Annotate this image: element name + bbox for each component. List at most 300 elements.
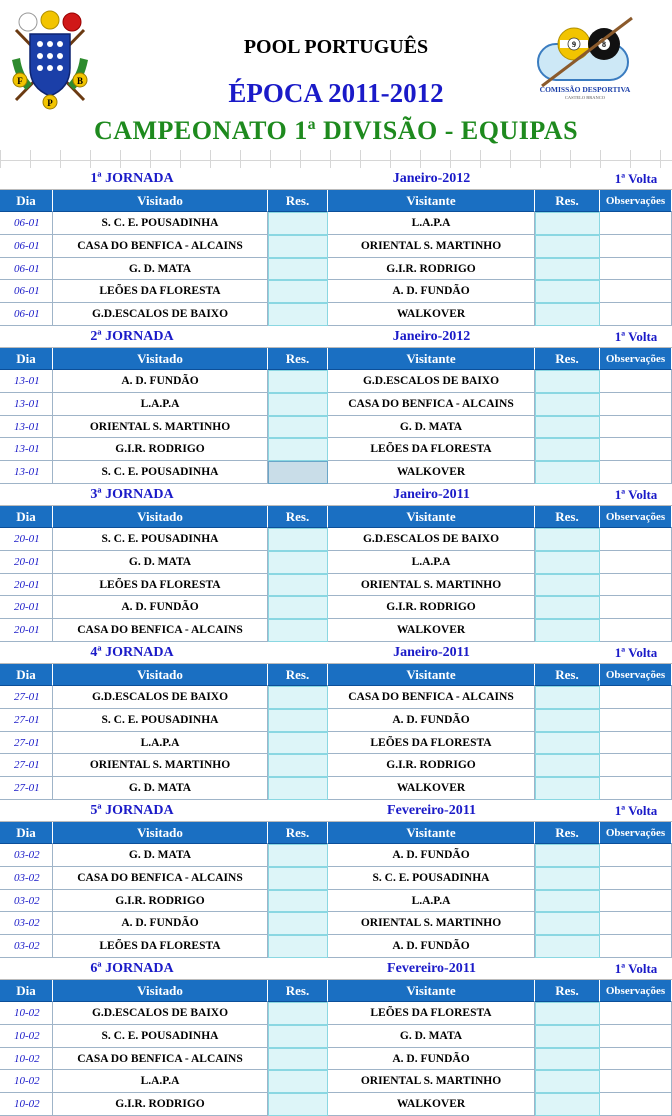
away-team: G.I.R. RODRIGO [328, 596, 535, 619]
away-team: WALKOVER [328, 461, 535, 484]
away-team: ORIENTAL S. MARTINHO [328, 1070, 535, 1093]
jornada-month: Janeiro-2012 [328, 326, 535, 348]
comissao-subtext: CASTELO BRANCO [564, 95, 606, 100]
svg-text:9: 9 [572, 40, 576, 49]
home-team: A. D. FUNDÃO [53, 370, 268, 393]
jornada-spacer [535, 168, 600, 190]
home-team: G.I.R. RODRIGO [53, 1093, 268, 1116]
page-title: POOL PORTUGUÊS [243, 36, 429, 58]
observations-cell[interactable] [600, 393, 672, 416]
observations-cell[interactable] [600, 551, 672, 574]
away-result-cell[interactable] [535, 551, 600, 574]
header-dia: Dia [0, 506, 53, 528]
table-row [0, 258, 672, 281]
away-result-cell[interactable] [535, 844, 600, 867]
match-date: 27-01 [0, 754, 53, 777]
home-result-cell[interactable] [268, 596, 328, 619]
home-result-cell[interactable] [268, 551, 328, 574]
match-date: 10-02 [0, 1048, 53, 1071]
observations-cell[interactable] [600, 912, 672, 935]
jornada-title-row [0, 484, 672, 506]
table-row [0, 235, 672, 258]
table-row [0, 280, 672, 303]
away-result-cell[interactable] [535, 777, 600, 800]
jornada-month: Fevereiro-2011 [328, 800, 535, 822]
match-date: 03-02 [0, 890, 53, 913]
away-result-cell[interactable] [535, 709, 600, 732]
schedule-table [0, 168, 672, 1116]
home-result-cell[interactable] [268, 777, 328, 800]
match-date: 20-01 [0, 619, 53, 642]
away-result-cell[interactable] [535, 732, 600, 755]
observations-cell[interactable] [600, 1070, 672, 1093]
away-team: ORIENTAL S. MARTINHO [328, 912, 535, 935]
match-date: 27-01 [0, 777, 53, 800]
jornada-title-row [0, 642, 672, 664]
header-res: Res. [268, 822, 328, 844]
home-team: LEÕES DA FLORESTA [53, 280, 268, 303]
observations-cell[interactable] [600, 235, 672, 258]
home-result-cell[interactable] [268, 528, 328, 551]
header-res: Res. [268, 506, 328, 528]
jornada-title: 2ª JORNADA [0, 326, 268, 348]
away-team: G. D. MATA [328, 1025, 535, 1048]
header-visitado: Visitado [53, 980, 268, 1002]
home-result-cell[interactable] [268, 935, 328, 958]
away-result-cell[interactable] [535, 212, 600, 235]
header-res: Res. [268, 980, 328, 1002]
home-result-cell[interactable] [268, 370, 328, 393]
fpb-letter-f: F [17, 76, 23, 86]
match-date: 13-01 [0, 370, 53, 393]
jornada-spacer [268, 958, 328, 980]
fpb-letter-p: P [47, 98, 53, 108]
away-result-cell[interactable] [535, 438, 600, 461]
away-team: CASA DO BENFICA - ALCAINS [328, 393, 535, 416]
header-res: Res. [535, 506, 600, 528]
header-res: Res. [535, 190, 600, 212]
away-team: L.A.P.A [328, 551, 535, 574]
table-row [0, 619, 672, 642]
header-visitado: Visitado [53, 506, 268, 528]
observations-cell[interactable] [600, 844, 672, 867]
jornada-month: Fevereiro-2011 [328, 958, 535, 980]
observations-cell[interactable] [600, 574, 672, 597]
away-result-cell[interactable] [535, 1025, 600, 1048]
home-result-cell[interactable] [268, 461, 328, 484]
jornada-volta: 1ª Volta [600, 168, 672, 190]
observations-cell[interactable] [600, 258, 672, 281]
header-res: Res. [535, 822, 600, 844]
observations-cell[interactable] [600, 280, 672, 303]
away-result-cell[interactable] [535, 235, 600, 258]
away-result-cell[interactable] [535, 280, 600, 303]
match-date: 20-01 [0, 596, 53, 619]
home-team: S. C. E. POUSADINHA [53, 528, 268, 551]
table-row [0, 686, 672, 709]
away-team: G. D. MATA [328, 416, 535, 439]
observations-cell[interactable] [600, 370, 672, 393]
jornada-title-row [0, 326, 672, 348]
away-team: CASA DO BENFICA - ALCAINS [328, 686, 535, 709]
observations-cell[interactable] [600, 867, 672, 890]
home-team: L.A.P.A [53, 393, 268, 416]
away-result-cell[interactable] [535, 935, 600, 958]
match-date: 27-01 [0, 732, 53, 755]
away-result-cell[interactable] [535, 303, 600, 326]
match-date: 03-02 [0, 844, 53, 867]
table-row [0, 461, 672, 484]
home-result-cell[interactable] [268, 890, 328, 913]
observations-cell[interactable] [600, 461, 672, 484]
away-result-cell[interactable] [535, 574, 600, 597]
table-row [0, 1048, 672, 1071]
observations-cell[interactable] [600, 416, 672, 439]
home-result-cell[interactable] [268, 1048, 328, 1071]
home-team: ORIENTAL S. MARTINHO [53, 416, 268, 439]
jornada-block [0, 642, 672, 800]
away-result-cell[interactable] [535, 619, 600, 642]
away-result-cell[interactable] [535, 416, 600, 439]
jornada-spacer [535, 800, 600, 822]
table-header-row [0, 506, 672, 528]
table-row [0, 1025, 672, 1048]
table-row [0, 709, 672, 732]
championship-title: CAMPEONATO 1ª DIVISÃO - EQUIPAS [93, 116, 579, 145]
table-row [0, 777, 672, 800]
away-result-cell[interactable] [535, 528, 600, 551]
jornada-volta: 1ª Volta [600, 326, 672, 348]
away-result-cell[interactable] [535, 1048, 600, 1071]
home-team: G. D. MATA [53, 258, 268, 281]
jornada-volta: 1ª Volta [600, 958, 672, 980]
away-team: ORIENTAL S. MARTINHO [328, 574, 535, 597]
jornada-spacer [268, 800, 328, 822]
home-result-cell[interactable] [268, 732, 328, 755]
header-res: Res. [535, 980, 600, 1002]
match-date: 03-02 [0, 935, 53, 958]
match-date: 03-02 [0, 912, 53, 935]
table-header-row [0, 190, 672, 212]
home-team: CASA DO BENFICA - ALCAINS [53, 235, 268, 258]
jornada-block [0, 168, 672, 326]
header-observacoes: Observações [600, 822, 672, 844]
away-team: LEÕES DA FLORESTA [328, 732, 535, 755]
jornada-block [0, 484, 672, 642]
home-team: LEÕES DA FLORESTA [53, 935, 268, 958]
away-result-cell[interactable] [535, 1002, 600, 1025]
away-team: A. D. FUNDÃO [328, 844, 535, 867]
match-date: 10-02 [0, 1093, 53, 1116]
match-date: 20-01 [0, 574, 53, 597]
header-visitante: Visitante [328, 190, 535, 212]
table-row [0, 596, 672, 619]
header-res: Res. [535, 664, 600, 686]
jornada-spacer [535, 326, 600, 348]
header-visitado: Visitado [53, 348, 268, 370]
away-team: A. D. FUNDÃO [328, 935, 535, 958]
away-result-cell[interactable] [535, 890, 600, 913]
observations-cell[interactable] [600, 438, 672, 461]
home-result-cell[interactable] [268, 1025, 328, 1048]
table-row [0, 912, 672, 935]
match-date: 06-01 [0, 280, 53, 303]
home-result-cell[interactable] [268, 912, 328, 935]
jornada-volta: 1ª Volta [600, 642, 672, 664]
home-team: S. C. E. POUSADINHA [53, 709, 268, 732]
match-date: 06-01 [0, 258, 53, 281]
jornada-spacer [535, 484, 600, 506]
home-team: G.D.ESCALOS DE BAIXO [53, 303, 268, 326]
home-result-cell[interactable] [268, 438, 328, 461]
jornada-volta: 1ª Volta [600, 484, 672, 506]
jornada-spacer [268, 484, 328, 506]
header-observacoes: Observações [600, 664, 672, 686]
away-team: G.D.ESCALOS DE BAIXO [328, 528, 535, 551]
observations-cell[interactable] [600, 686, 672, 709]
home-team: L.A.P.A [53, 732, 268, 755]
home-team: G. D. MATA [53, 551, 268, 574]
home-team: S. C. E. POUSADINHA [53, 212, 268, 235]
observations-cell[interactable] [600, 596, 672, 619]
home-result-cell[interactable] [268, 416, 328, 439]
match-date: 27-01 [0, 686, 53, 709]
home-result-cell[interactable] [268, 619, 328, 642]
svg-text:8: 8 [602, 40, 606, 49]
header-res: Res. [268, 664, 328, 686]
home-result-cell[interactable] [268, 1070, 328, 1093]
comissao-desportiva-logo [530, 14, 640, 100]
home-team: G.D.ESCALOS DE BAIXO [53, 1002, 268, 1025]
observations-cell[interactable] [600, 732, 672, 755]
match-date: 20-01 [0, 528, 53, 551]
jornada-spacer [535, 642, 600, 664]
observations-cell[interactable] [600, 777, 672, 800]
header-visitado: Visitado [53, 822, 268, 844]
header-res: Res. [535, 348, 600, 370]
away-result-cell[interactable] [535, 754, 600, 777]
table-row [0, 212, 672, 235]
table-row [0, 732, 672, 755]
away-result-cell[interactable] [535, 867, 600, 890]
observations-cell[interactable] [600, 1002, 672, 1025]
observations-cell[interactable] [600, 619, 672, 642]
away-team: S. C. E. POUSADINHA [328, 867, 535, 890]
home-team: G.D.ESCALOS DE BAIXO [53, 686, 268, 709]
away-result-cell[interactable] [535, 370, 600, 393]
away-team: WALKOVER [328, 619, 535, 642]
jornada-title-row [0, 800, 672, 822]
table-row [0, 393, 672, 416]
home-team: S. C. E. POUSADINHA [53, 461, 268, 484]
home-team: CASA DO BENFICA - ALCAINS [53, 619, 268, 642]
header-observacoes: Observações [600, 980, 672, 1002]
match-date: 27-01 [0, 709, 53, 732]
away-team: A. D. FUNDÃO [328, 280, 535, 303]
table-row [0, 303, 672, 326]
home-team: G.I.R. RODRIGO [53, 438, 268, 461]
jornada-title: 1ª JORNADA [0, 168, 268, 190]
match-date: 13-01 [0, 461, 53, 484]
table-row [0, 1002, 672, 1025]
away-team: ORIENTAL S. MARTINHO [328, 235, 535, 258]
away-team: G.D.ESCALOS DE BAIXO [328, 370, 535, 393]
away-result-cell[interactable] [535, 596, 600, 619]
jornada-title-row [0, 958, 672, 980]
home-result-cell[interactable] [268, 212, 328, 235]
home-team: LEÕES DA FLORESTA [53, 574, 268, 597]
header-dia: Dia [0, 980, 53, 1002]
away-result-cell[interactable] [535, 461, 600, 484]
jornada-month: Janeiro-2011 [328, 484, 535, 506]
away-result-cell[interactable] [535, 258, 600, 281]
fpb-letter-b: B [76, 76, 84, 86]
match-date: 13-01 [0, 416, 53, 439]
header-observacoes: Observações [600, 190, 672, 212]
home-result-cell[interactable] [268, 754, 328, 777]
header-observacoes: Observações [600, 348, 672, 370]
jornada-title-row [0, 168, 672, 190]
table-header-row [0, 980, 672, 1002]
jornada-block [0, 326, 672, 484]
away-team: WALKOVER [328, 777, 535, 800]
observations-cell[interactable] [600, 935, 672, 958]
observations-cell[interactable] [600, 303, 672, 326]
away-result-cell[interactable] [535, 1070, 600, 1093]
header-visitado: Visitado [53, 664, 268, 686]
jornada-block [0, 958, 672, 1116]
jornada-spacer [268, 168, 328, 190]
home-team: S. C. E. POUSADINHA [53, 1025, 268, 1048]
jornada-volta: 1ª Volta [600, 800, 672, 822]
header-visitante: Visitante [328, 822, 535, 844]
away-team: A. D. FUNDÃO [328, 709, 535, 732]
comissao-text: COMISSÃO DESPORTIVA [539, 85, 631, 94]
jornada-title: 3ª JORNADA [0, 484, 268, 506]
home-team: CASA DO BENFICA - ALCAINS [53, 1048, 268, 1071]
season-title: ÉPOCA 2011-2012 [228, 78, 444, 108]
table-row [0, 574, 672, 597]
home-result-cell[interactable] [268, 1002, 328, 1025]
home-team: A. D. FUNDÃO [53, 912, 268, 935]
table-header-row [0, 822, 672, 844]
home-team: ORIENTAL S. MARTINHO [53, 754, 268, 777]
home-result-cell[interactable] [268, 686, 328, 709]
header-res: Res. [268, 190, 328, 212]
away-result-cell[interactable] [535, 393, 600, 416]
home-result-cell[interactable] [268, 393, 328, 416]
observations-cell[interactable] [600, 709, 672, 732]
observations-cell[interactable] [600, 890, 672, 913]
home-result-cell[interactable] [268, 258, 328, 281]
table-row [0, 528, 672, 551]
home-result-cell[interactable] [268, 574, 328, 597]
table-row [0, 844, 672, 867]
away-team: L.A.P.A [328, 890, 535, 913]
home-result-cell[interactable] [268, 280, 328, 303]
home-team: G. D. MATA [53, 844, 268, 867]
home-team: CASA DO BENFICA - ALCAINS [53, 867, 268, 890]
match-date: 13-01 [0, 438, 53, 461]
home-team: G.I.R. RODRIGO [53, 890, 268, 913]
jornada-title: 4ª JORNADA [0, 642, 268, 664]
observations-cell[interactable] [600, 1025, 672, 1048]
jornada-spacer [268, 326, 328, 348]
match-date: 20-01 [0, 551, 53, 574]
observations-cell[interactable] [600, 1048, 672, 1071]
header-dia: Dia [0, 822, 53, 844]
match-date: 10-02 [0, 1025, 53, 1048]
match-date: 03-02 [0, 867, 53, 890]
away-team: WALKOVER [328, 303, 535, 326]
header-visitado: Visitado [53, 190, 268, 212]
away-team: G.I.R. RODRIGO [328, 754, 535, 777]
table-row [0, 935, 672, 958]
observations-cell[interactable] [600, 754, 672, 777]
table-row [0, 551, 672, 574]
header-visitante: Visitante [328, 348, 535, 370]
match-date: 06-01 [0, 303, 53, 326]
table-row [0, 890, 672, 913]
table-row [0, 370, 672, 393]
table-row [0, 438, 672, 461]
home-result-cell[interactable] [268, 303, 328, 326]
home-result-cell[interactable] [268, 844, 328, 867]
observations-cell[interactable] [600, 212, 672, 235]
page-header [0, 0, 672, 150]
observations-cell[interactable] [600, 528, 672, 551]
jornada-title: 6ª JORNADA [0, 958, 268, 980]
away-result-cell[interactable] [535, 912, 600, 935]
home-result-cell[interactable] [268, 235, 328, 258]
away-team: G.I.R. RODRIGO [328, 258, 535, 281]
jornada-month: Janeiro-2012 [328, 168, 535, 190]
header-dia: Dia [0, 348, 53, 370]
away-team: LEÕES DA FLORESTA [328, 1002, 535, 1025]
match-date: 06-01 [0, 235, 53, 258]
jornada-title: 5ª JORNADA [0, 800, 268, 822]
home-result-cell[interactable] [268, 867, 328, 890]
table-row [0, 1070, 672, 1093]
header-dia: Dia [0, 190, 53, 212]
match-date: 13-01 [0, 393, 53, 416]
header-visitante: Visitante [328, 980, 535, 1002]
home-result-cell[interactable] [268, 709, 328, 732]
table-row [0, 754, 672, 777]
table-row [0, 416, 672, 439]
header-res: Res. [268, 348, 328, 370]
match-date: 10-02 [0, 1002, 53, 1025]
table-header-row [0, 348, 672, 370]
table-row [0, 867, 672, 890]
away-team: A. D. FUNDÃO [328, 1048, 535, 1071]
match-date: 10-02 [0, 1070, 53, 1093]
match-date: 06-01 [0, 212, 53, 235]
jornada-spacer [535, 958, 600, 980]
away-team: WALKOVER [328, 1093, 535, 1116]
header-visitante: Visitante [328, 664, 535, 686]
table-header-row [0, 664, 672, 686]
header-visitante: Visitante [328, 506, 535, 528]
away-team: LEÕES DA FLORESTA [328, 438, 535, 461]
jornada-month: Janeiro-2011 [328, 642, 535, 664]
jornada-block [0, 800, 672, 958]
header-observacoes: Observações [600, 506, 672, 528]
away-team: L.A.P.A [328, 212, 535, 235]
away-result-cell[interactable] [535, 686, 600, 709]
home-team: L.A.P.A [53, 1070, 268, 1093]
jornada-spacer [268, 642, 328, 664]
